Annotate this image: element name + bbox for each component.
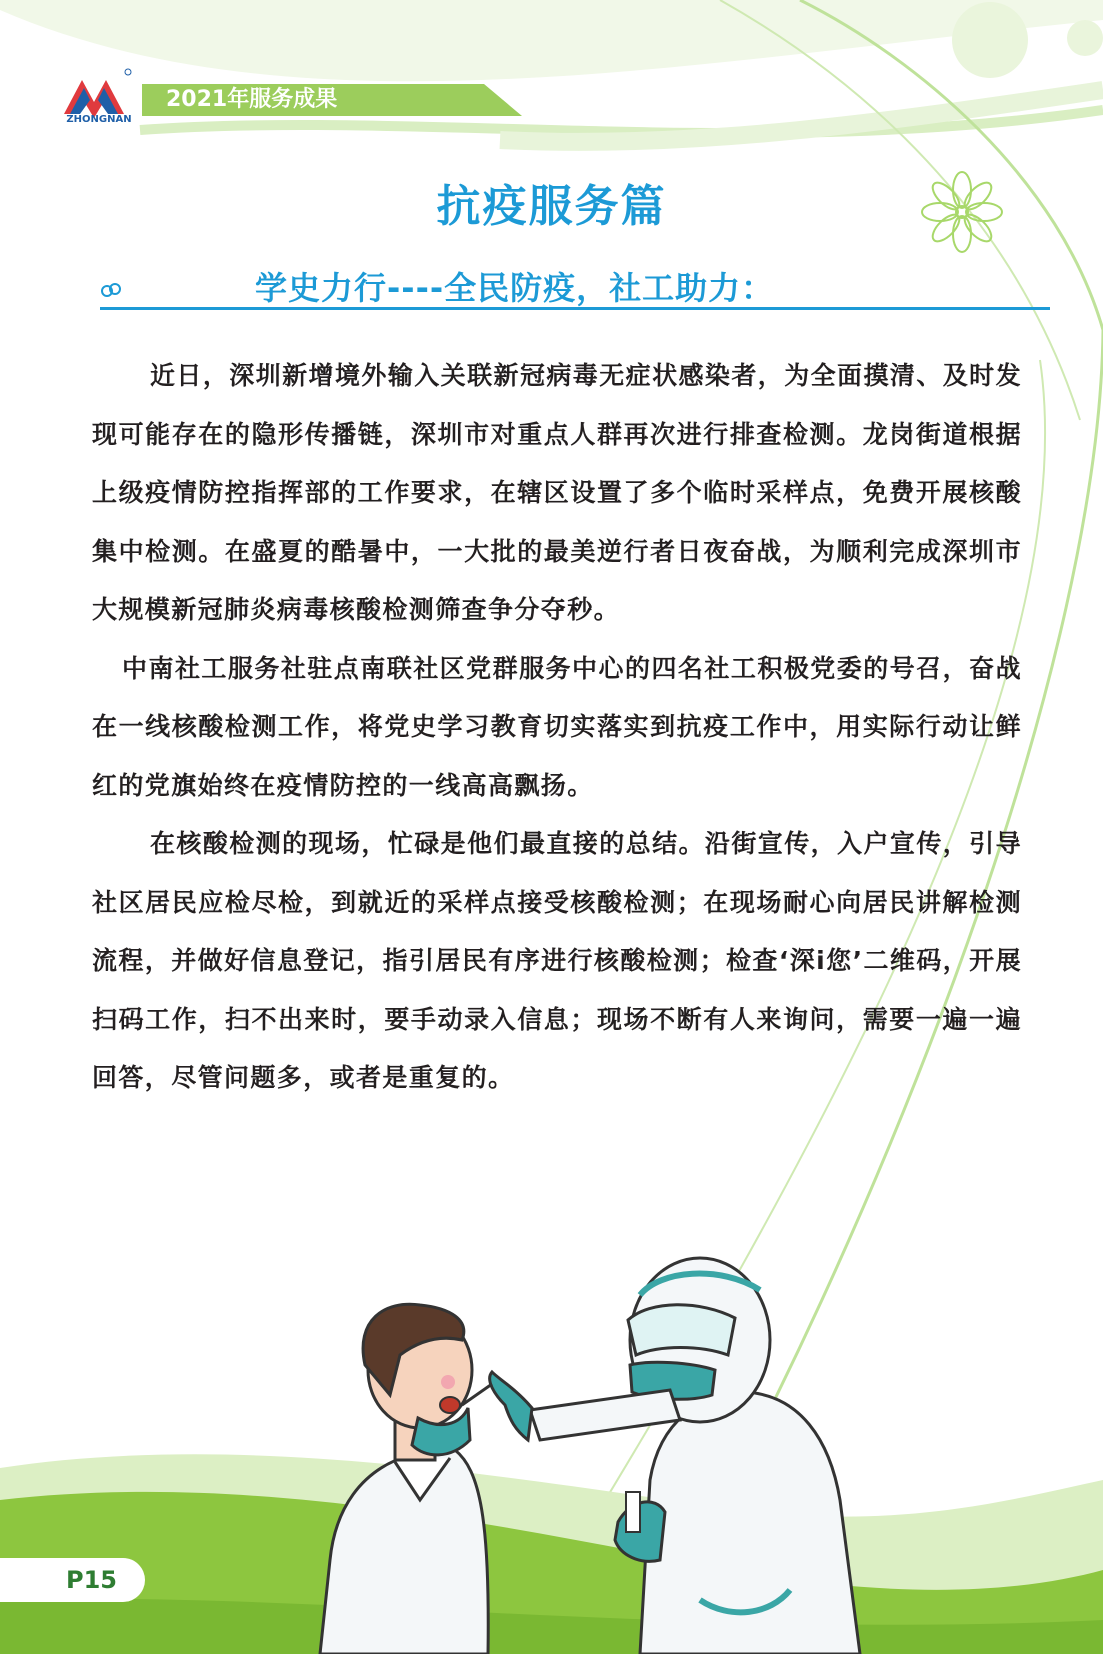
header-title: 2021年服务成果	[166, 87, 338, 112]
link-bullet-icon	[100, 282, 122, 298]
page-title: 抗疫服务篇	[436, 181, 667, 232]
paragraph-2: 中南社工服务社驻点南联社区党群服务中心的四名社工积极党委的号召，奋战在一线核酸检测工作，将党史学习教育切实落实到抗疫工作中，用实际行动让鲜红的党旗始终在疫情防控的一线高高飘扬。	[92, 653, 1022, 800]
deco-circle-large	[952, 2, 1028, 78]
page-number: P15	[66, 1566, 117, 1594]
paragraph-3: 在核酸检测的现场，忙碌是他们最直接的总结。沿街宣传，入户宣传，引导社区居民应检尽检，到就近的采样点接受核酸检测；在现场耐心向居民讲解检测流程，并做好信息登记，指引居民有序进行核酸检测；检查‘深i您’二维码，开展扫码工作，扫不出来时，要手动录入信息；现场不断有人来询问，需要一遍一遍回答，尽管问题多，或者是重复的。	[92, 829, 1022, 1092]
paragraph-1: 近日，深圳新增境外输入关联新冠病毒无症状感染者，为全面摸清、及时发现可能存在的隐形传播链，深圳市对重点人群再次进行排查检测。龙岗街道根据上级疫情防控指挥部的工作要求，在辖区设置了多个临时采样点，免费开展核酸集中检测。在盛夏的酷暑中，一大批的最美逆行者日夜奋战，为顺利完成深圳市大规模新冠肺炎病毒核酸检测筛查争分夺秒。	[92, 361, 1022, 624]
article-body	[92, 347, 1022, 1108]
vine-curve-1	[800, 0, 1103, 330]
logo-text: ZHONGNAN	[66, 114, 132, 125]
deco-circle-small	[1067, 20, 1103, 56]
heading-underline	[100, 307, 1050, 310]
section-heading: 学史力行----全民防疫，社工助力：	[255, 269, 775, 307]
top-wave-light	[0, 0, 1103, 81]
